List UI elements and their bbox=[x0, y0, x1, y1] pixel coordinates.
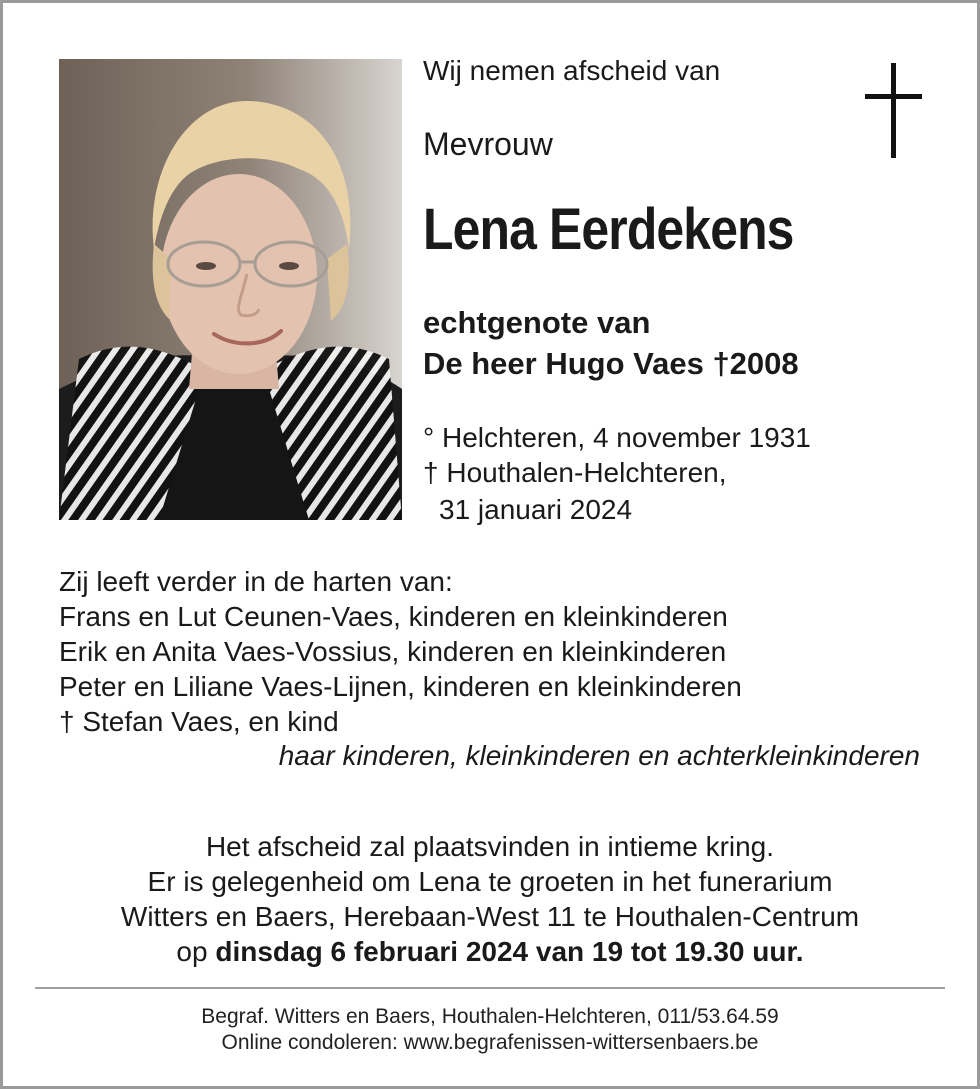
footer bbox=[0, 1004, 980, 1056]
survivor-line: Peter en Liliane Vaes-Lijnen, kinderen en kleinkinderen bbox=[59, 671, 742, 702]
survivor-line: Frans en Lut Ceunen-Vaes, kinderen en kleinkinderen bbox=[59, 601, 728, 632]
funeral-home-info: Begraf. Witters en Baers, Houthalen-Helchteren, 011/53.64.59 bbox=[201, 1005, 779, 1028]
survivors-block bbox=[59, 564, 742, 739]
ceremony-line: Witters en Baers, Herebaan-West 11 te Houthalen-Centrum bbox=[120, 901, 860, 932]
survivor-line: † Stefan Vaes, en kind bbox=[59, 706, 339, 737]
ceremony-date-prefix: op bbox=[176, 936, 208, 967]
death-date: 31 januari 2024 bbox=[439, 494, 633, 525]
spouse-name: De heer Hugo Vaes †2008 bbox=[423, 346, 799, 381]
ceremony-date-line bbox=[0, 934, 980, 969]
honorific: Mevrouw bbox=[423, 126, 553, 162]
cross-icon bbox=[865, 63, 922, 158]
spouse-intro: echtgenote van bbox=[423, 305, 651, 340]
ceremony-line: Er is gelegenheid om Lena te groeten in het funerarium bbox=[147, 866, 833, 897]
survivors-closing: haar kinderen, kleinkinderen en achterkleinkinderen bbox=[278, 740, 920, 771]
portrait-photo bbox=[59, 59, 402, 520]
survivors-heading: Zij leeft verder in de harten van: bbox=[59, 566, 453, 597]
condolence-link[interactable]: Online condoleren: www.begrafenissen-wittersenbaers.be bbox=[221, 1031, 759, 1054]
survivor-line: Erik en Anita Vaes-Vossius, kinderen en kleinkinderen bbox=[59, 636, 727, 667]
ceremony-block bbox=[0, 829, 980, 969]
birth-line: ° Helchteren, 4 november 1931 bbox=[423, 422, 811, 453]
footer-divider bbox=[35, 987, 945, 989]
ceremony-line: Het afscheid zal plaatsvinden in intieme kring. bbox=[205, 831, 775, 862]
deceased-name: Lena Eerdekens bbox=[423, 197, 794, 262]
intro-text: Wij nemen afscheid van bbox=[423, 55, 721, 86]
ceremony-date: dinsdag 6 februari 2024 van 19 tot 19.30 uur. bbox=[215, 936, 804, 967]
death-place: † Houthalen-Helchteren, bbox=[423, 457, 727, 488]
